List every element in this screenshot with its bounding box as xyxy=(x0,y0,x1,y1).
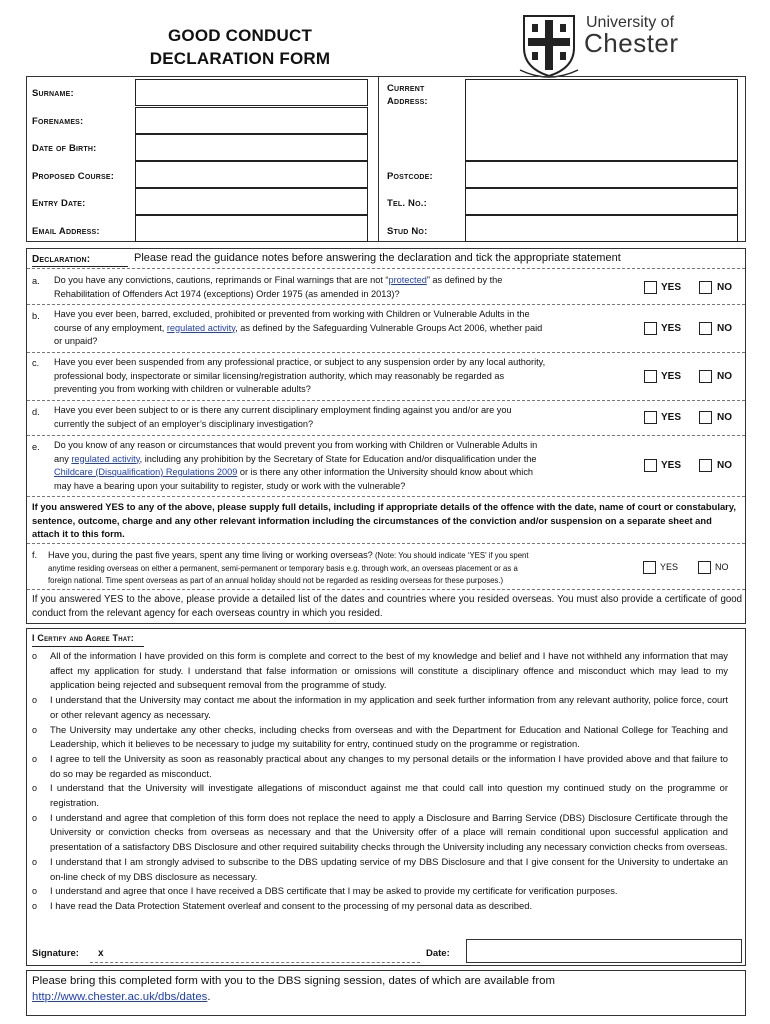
postcode-field[interactable] xyxy=(465,161,738,188)
question-b-text: Have you ever been, barred, excluded, prohibited or prevented from working with Children or Vulnerable Adults in the course of any employment, regulated activity, as defined by the Safeguarding Vulnerable Groups Act 2006, whether paid or unpaid? xyxy=(54,309,543,346)
certify-label-underline xyxy=(32,646,144,647)
regulated-activity-link[interactable]: regulated activity xyxy=(166,322,236,333)
question-c-no-label: NO xyxy=(717,371,732,382)
certify-item xyxy=(32,899,728,914)
divider xyxy=(27,352,745,353)
certify-item-text: I understand and agree that completion of this form does not replace the need to apply a Disclosure and Barring Service (DBS) Disclosure Certificate through the University or conviction checks from overseas as necessary and that the University offer of a place will remain conditional upon successful application and presentation of a satisfactory DBS Disclosure and other required suitability checks through the University including any necessary conviction checks from overseas. xyxy=(50,811,728,853)
question-e-yes-label: YES xyxy=(661,460,682,471)
question-a-letter: a. xyxy=(32,276,40,286)
question-d-yes-checkbox[interactable] xyxy=(644,411,657,424)
bullet-icon: o xyxy=(32,724,38,735)
divider xyxy=(27,543,745,544)
certify-item xyxy=(32,693,728,722)
certify-list xyxy=(32,649,728,914)
regulated-activity-link-2[interactable]: regulated activity xyxy=(71,453,140,464)
email-field[interactable] xyxy=(135,215,368,242)
question-a-yes-checkbox[interactable] xyxy=(644,281,657,294)
question-f-yes-label: YES xyxy=(660,562,679,572)
overseas-instruction: If you answered YES to the above, please provide a detailed list of the dates and countries where you resided overseas. You must also provide a certificate of good conduct from the relevant agency for each overseas country in which you resided. xyxy=(32,594,742,619)
if-yes-instruction: If you answered YES to any of the above, please supply full details, including if appropriate details of the offence with the date, name of court or constabulary, sentence, outcome, charge and any other relevant information including the circumstances of the conviction and/or suspension on a separate sheet and attach it to this form. xyxy=(32,501,736,539)
certify-item-text: I have read the Data Protection Statement overleaf and consent to the processing of my personal data as described. xyxy=(50,899,533,911)
bullet-icon: o xyxy=(32,695,38,706)
question-f-text: Have you, during the past five years, spent any time living or working overseas? (Note: You should indicate ‘YES’ if you spent anytime residing overseas on either a permanent, semi-permanent or temporary basis e.g. through work, an overseas placement or as a foreign national. Time spent overseas as part of an annual holiday should not be regarded as residing overseas for these purposes.) xyxy=(48,550,529,585)
question-f-no-checkbox[interactable] xyxy=(698,561,711,574)
bullet-icon: o xyxy=(32,886,38,897)
signature-mark: x xyxy=(98,948,104,959)
question-d-no-label: NO xyxy=(717,412,732,423)
question-d-letter: d. xyxy=(32,407,40,417)
signature-label: Signature: xyxy=(32,948,79,959)
certify-item xyxy=(32,811,728,855)
question-d-yes-label: YES xyxy=(661,412,682,423)
question-b-yes-checkbox[interactable] xyxy=(644,322,657,335)
email-label: Email Address: xyxy=(32,226,100,237)
question-c-no-checkbox[interactable] xyxy=(699,370,712,383)
question-b-no-checkbox[interactable] xyxy=(699,322,712,335)
certify-item xyxy=(32,781,728,810)
question-a-no-label: NO xyxy=(717,282,732,293)
protected-link[interactable]: protected xyxy=(388,275,427,285)
certify-item-text: I agree to tell the University as soon as reasonably practical about any changes to my personal details or the information I have provided above and that failure to do so may be regarded as misconduct. xyxy=(50,752,728,779)
surname-label: Surname: xyxy=(32,88,74,99)
bullet-icon: o xyxy=(32,783,38,794)
childcare-regulations-link[interactable]: Childcare (Disqualification) Regulations 2009 xyxy=(54,467,238,477)
column-divider xyxy=(378,76,379,242)
date-field[interactable] xyxy=(466,939,742,963)
question-b-letter: b. xyxy=(32,311,40,321)
divider xyxy=(27,268,745,269)
certify-item xyxy=(32,855,728,884)
form-title: GOOD CONDUCT DECLARATION FORM xyxy=(149,26,331,68)
question-f-no-label: NO xyxy=(715,562,729,572)
question-e-no-checkbox[interactable] xyxy=(699,459,712,472)
question-b-no-label: NO xyxy=(717,323,732,334)
surname-field[interactable] xyxy=(135,79,368,106)
certify-label: I Certify and Agree That: xyxy=(32,633,134,643)
university-crest-icon xyxy=(518,12,580,80)
postcode-label: Postcode: xyxy=(387,171,433,182)
divider xyxy=(27,496,745,497)
certify-item-text: The University may undertake any other checks, including checks from overseas and with the Department for Education and National College for Teaching and Leadership, which it believes to be necessary to judge my suitability for entry, continued study on the programme or registration. xyxy=(50,723,728,750)
proposed-course-field[interactable] xyxy=(135,161,368,188)
certify-item-text: All of the information I have provided on this form is complete and correct to the best of my knowledge and belief and I have not withheld any information that may affect my application for study. I understand that false information or omissions will constitute a disciplinary offence and misconduct which may lead to my application being rejected and subsequent removal from the programme of study. xyxy=(50,650,728,691)
question-d-text: Have you ever been subject to or is there any current disciplinary employment finding against you and/or are you currently the subject of an employer’s disciplinary investigation? xyxy=(54,405,512,429)
current-address-label: Current Address: xyxy=(387,83,428,107)
stud-no-field[interactable] xyxy=(465,215,738,242)
signature-line[interactable] xyxy=(90,962,420,963)
dob-label: Date of Birth: xyxy=(32,143,97,154)
stud-no-label: Stud No: xyxy=(387,226,428,237)
certify-item xyxy=(32,884,728,899)
bullet-icon: o xyxy=(32,900,38,911)
forenames-field[interactable] xyxy=(135,107,368,134)
university-logo-line2: Chester xyxy=(584,28,679,58)
date-label: Date: xyxy=(426,948,450,959)
question-e-yes-checkbox[interactable] xyxy=(644,459,657,472)
current-address-field[interactable] xyxy=(465,79,738,161)
declaration-label: Declaration: xyxy=(32,254,91,265)
bullet-icon: o xyxy=(32,812,38,823)
declaration-instruction: Please read the guidance notes before answering the declaration and tick the appropriate statement xyxy=(134,252,621,264)
question-a-no-checkbox[interactable] xyxy=(699,281,712,294)
question-c-yes-checkbox[interactable] xyxy=(644,370,657,383)
certify-item xyxy=(32,649,728,693)
question-c-text: Have you ever been suspended from any professional practice, or subject to any suspension order by any local authority, professional body, inspectorate or similar licensing/registration authority, which may reasonably be regarded as preventing you from working with children or vulnerable adults? xyxy=(54,357,546,394)
question-f-yes-checkbox[interactable] xyxy=(643,561,656,574)
question-e-letter: e. xyxy=(32,442,40,452)
question-d-no-checkbox[interactable] xyxy=(699,411,712,424)
certify-item xyxy=(32,723,728,752)
certify-item-text: I understand and agree that once I have received a DBS certificate that I may be asked to provide my certificate for verification purposes. xyxy=(50,885,618,897)
dob-field[interactable] xyxy=(135,134,368,161)
university-logo-line1: University of xyxy=(586,14,675,31)
certify-item-text: I understand that I am strongly advised to subscribe to the DBS updating service of my DBS Disclosure and that I give consent for the University to undertake an on-line check of my DBS disclosure as necessary. xyxy=(50,855,728,882)
bullet-icon: o xyxy=(32,651,38,661)
certify-item-text: I understand that the University will investigate allegations of misconduct against me that could call into question my continued study on the programme or registration. xyxy=(50,782,728,809)
tel-field[interactable] xyxy=(465,188,738,215)
bullet-icon: o xyxy=(32,753,38,764)
bullet-icon: o xyxy=(32,856,38,867)
question-f-letter: f. xyxy=(32,550,38,560)
divider xyxy=(27,400,745,401)
proposed-course-label: Proposed Course: xyxy=(32,171,115,182)
question-e-text: Do you know of any reason or circumstances that would prevent you from working with Children or Vulnerable Adults in any regulated activity, including any prohibition by the Secretary of State for Education and/or disqualification under the Childcare (Disqualification) Regulations 2009 or is there any other information the University should know about which may have a bearing upon your suitability to register, study or work with the vulnerable? xyxy=(54,440,538,491)
question-b-yes-label: YES xyxy=(661,323,682,334)
question-c-yes-label: YES xyxy=(661,371,682,382)
question-a-yes-label: YES xyxy=(661,282,682,293)
question-e-no-label: NO xyxy=(717,460,732,471)
forenames-label: Forenames: xyxy=(32,116,84,127)
question-a-text: Do you have any convictions, cautions, reprimands or Final warnings that are not “protected” as defined by the Rehabilitation of Offenders Act 1974 (exceptions) Order 1975 (as amended in 2013)? xyxy=(54,275,503,299)
dbs-dates-link[interactable]: http://www.chester.ac.uk/dbs/dates xyxy=(32,990,208,1003)
divider xyxy=(27,304,745,305)
entry-date-field[interactable] xyxy=(135,188,368,215)
footer-text: Please bring this completed form with you to the DBS signing session, dates of which are available from http://www.chester.ac.uk/dbs/dates. xyxy=(32,975,555,1003)
divider xyxy=(27,589,745,590)
question-c-letter: c. xyxy=(32,358,40,368)
entry-date-label: Entry Date: xyxy=(32,198,86,209)
certify-item-text: I understand that the University may contact me about the information in my application and seek further information from any relevant authority, police force, court or other relevant agency as necessary. xyxy=(50,694,728,720)
certify-item xyxy=(32,752,728,781)
tel-label: Tel. No.: xyxy=(387,198,427,209)
divider xyxy=(27,435,745,436)
declaration-label-underline xyxy=(32,266,128,267)
